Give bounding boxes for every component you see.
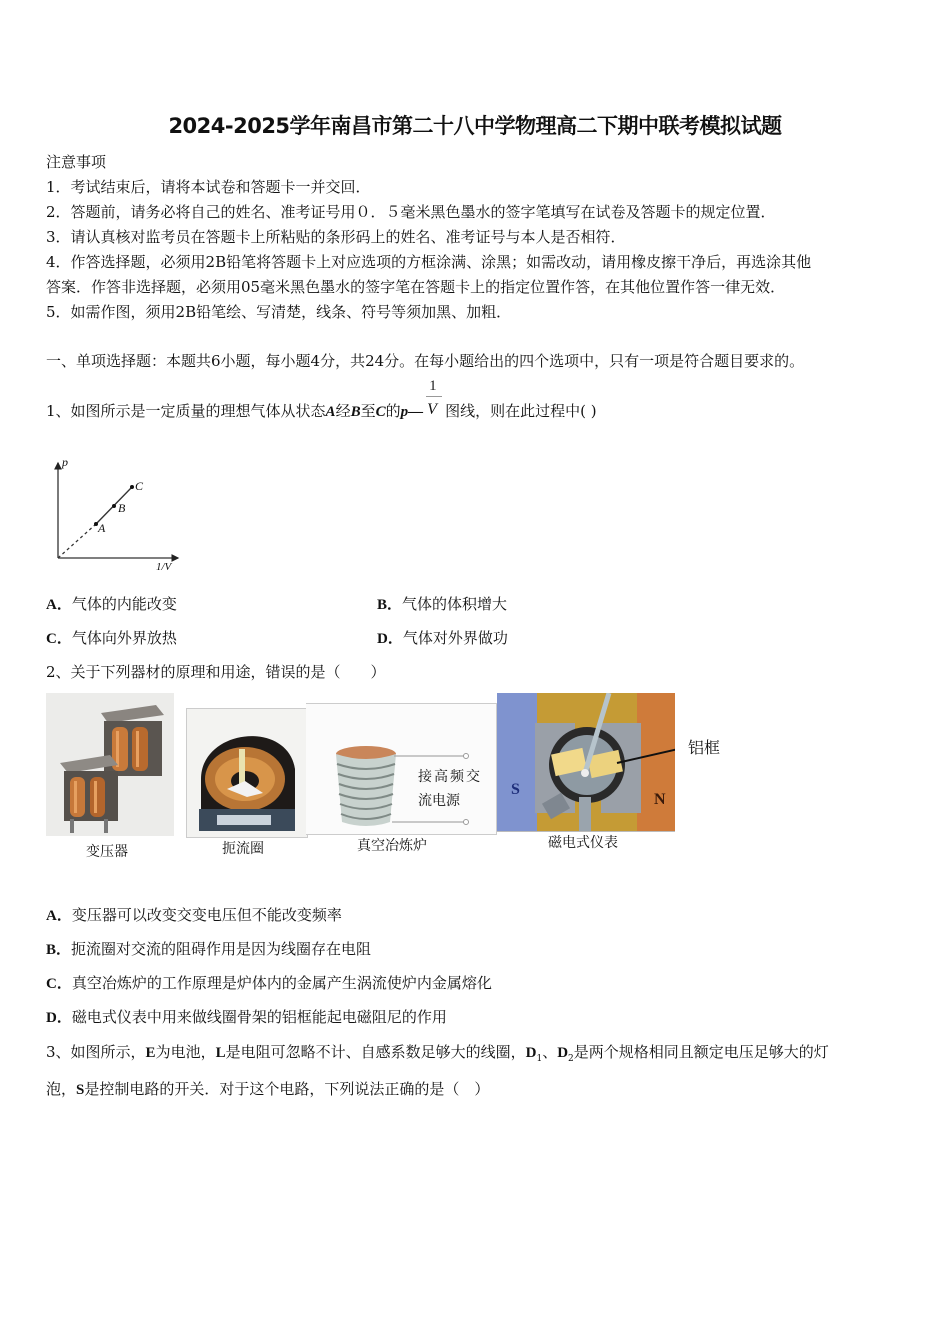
q1-text: 至 xyxy=(360,402,376,420)
notice-item-3: 3．请认真核对监考员在答题卡上所粘贴的条形码上的姓名、准考证号与本人是否相符． xyxy=(46,228,626,246)
option-letter: D． xyxy=(46,1010,72,1026)
q3-text: 是电阻可忽略不计、自感系数足够大的线圈， xyxy=(225,1043,526,1061)
option-text: 气体的内能改变 xyxy=(71,595,177,613)
vacuum-furnace-image xyxy=(306,703,497,835)
moving-coil-meter-caption: 磁电式仪表 xyxy=(548,835,618,851)
q1-state-c: C xyxy=(375,404,386,420)
question-3-stem-line2 xyxy=(46,1079,489,1100)
option-text: 变压器可以改变交变电压但不能改变频率 xyxy=(71,906,342,924)
q3-symbol-d1: D xyxy=(525,1045,537,1061)
q1-state-b: B xyxy=(350,404,361,420)
pole-n-label: N xyxy=(654,791,666,808)
q3-subscript-1: 1 xyxy=(536,1054,543,1064)
option-text: 气体对外界做功 xyxy=(402,629,508,647)
q3-text: 泡， xyxy=(46,1080,77,1098)
vacuum-furnace-caption: 真空冶炼炉 xyxy=(357,838,427,854)
transformer-caption: 变压器 xyxy=(86,844,128,860)
q1-state-a: A xyxy=(325,404,336,420)
question-1-stem xyxy=(46,378,597,422)
q1-p-vs-inverse-v-graph xyxy=(46,455,186,580)
q3-text: 、 xyxy=(542,1043,558,1061)
notice-item-4-cont: 答案．作答非选择题，必须用05毫米黑色墨水的签字笔在答题卡上的指定位置作答，在其他位置作答一律无效． xyxy=(46,278,786,296)
graph-point-a: A xyxy=(98,521,106,535)
fraction-bar xyxy=(426,396,442,397)
question-3-stem-line1 xyxy=(46,1042,829,1069)
graph-point-b: B xyxy=(118,501,126,515)
choke-coil-caption: 扼流圈 xyxy=(222,841,264,857)
option-text: 扼流圈对交流的阻碍作用是因为线圈存在电阻 xyxy=(71,940,372,958)
q2-option-c[interactable] xyxy=(46,973,492,994)
notice-item-1: 1．考试结束后，请将本试卷和答题卡一并交回． xyxy=(46,178,371,196)
q3-symbol-e: E xyxy=(145,1045,156,1061)
notice-heading: 注意事项 xyxy=(46,153,107,171)
option-text: 磁电式仪表中用来做线圈骨架的铝框能起电磁阻尼的作用 xyxy=(71,1008,447,1026)
question-2-stem: 2、关于下列器材的原理和用途，错误的是（ ） xyxy=(46,663,386,681)
option-letter: C． xyxy=(46,631,72,647)
furnace-label-line2: 流电源 xyxy=(418,793,460,809)
pole-s-label: S xyxy=(511,781,520,798)
q3-symbol-l: L xyxy=(215,1045,226,1061)
q1-text: 1、如图所示是一定质量的理想气体从状态 xyxy=(46,402,326,420)
q3-symbol-s: S xyxy=(76,1082,85,1098)
q2-option-a[interactable] xyxy=(46,905,342,926)
transformer-image xyxy=(46,693,174,836)
q1-option-d[interactable] xyxy=(377,628,508,649)
notice-item-5: 5．如需作图，须用2B铅笔绘、写清楚，线条、符号等须加黑、加粗． xyxy=(46,303,512,321)
q1-option-a[interactable] xyxy=(46,594,177,615)
option-text: 气体向外界放热 xyxy=(71,629,177,647)
q1-fraction xyxy=(425,378,443,422)
graph-y-label: p xyxy=(62,455,68,469)
moving-coil-meter-image xyxy=(497,693,675,832)
aluminum-frame-label: 铝框 xyxy=(688,738,721,757)
q1-option-c[interactable] xyxy=(46,628,177,649)
fraction-denominator: V xyxy=(427,401,437,418)
section-heading: 一、单项选择题：本题共6小题，每小题4分，共24分。在每小题给出的四个选项中，只有一项是符合题目要求的。 xyxy=(46,352,805,370)
q3-text: 为电池， xyxy=(155,1043,216,1061)
q1-p-symbol: p— xyxy=(400,404,424,420)
q2-option-b[interactable] xyxy=(46,939,371,960)
option-letter: C． xyxy=(46,976,72,992)
q3-text: 3、如图所示， xyxy=(46,1043,146,1061)
choke-coil-image xyxy=(186,708,308,838)
q3-symbol-d2: D xyxy=(557,1045,569,1061)
option-letter: A． xyxy=(46,908,72,924)
q3-subscript-2: 2 xyxy=(568,1054,574,1064)
notice-item-4: 4．作答选择题，必须用2B铅笔将答题卡上对应选项的方框涂满、涂黑；如需改动，请用橡皮擦干净后，再选涂其他 xyxy=(46,253,812,271)
option-text: 气体的体积增大 xyxy=(402,595,508,613)
q3-text: 是两个规格相同且额定电压足够大的灯 xyxy=(573,1043,829,1061)
q1-text: 图线，则在此过程中( ) xyxy=(445,402,597,420)
q1-option-b[interactable] xyxy=(377,594,507,615)
option-letter: A． xyxy=(46,597,72,613)
option-text: 真空冶炼炉的工作原理是炉体内的金属产生涡流使炉内金属熔化 xyxy=(71,974,492,992)
fraction-numerator: 1 xyxy=(429,378,437,394)
graph-point-c: C xyxy=(135,479,144,493)
option-letter: D． xyxy=(377,631,403,647)
notice-item-2: 2．答题前，请务必将自己的姓名、准考证号用０．５毫米黑色墨水的签字笔填写在试卷及答题卡的规定位置． xyxy=(46,203,776,221)
q2-option-d[interactable] xyxy=(46,1007,447,1028)
q1-text: 经 xyxy=(335,402,351,420)
furnace-label-line1: 接高频交 xyxy=(418,769,482,785)
page-title: 2024-2025学年南昌市第二十八中学物理高二下期中联考模拟试题 xyxy=(168,114,782,138)
q1-text: 的 xyxy=(385,402,401,420)
q3-text: 是控制电路的开关．对于这个电路，下列说法正确的是（ ） xyxy=(84,1080,490,1098)
option-letter: B． xyxy=(46,942,72,958)
graph-x-label: 1/V xyxy=(156,561,172,573)
option-letter: B． xyxy=(377,597,403,613)
